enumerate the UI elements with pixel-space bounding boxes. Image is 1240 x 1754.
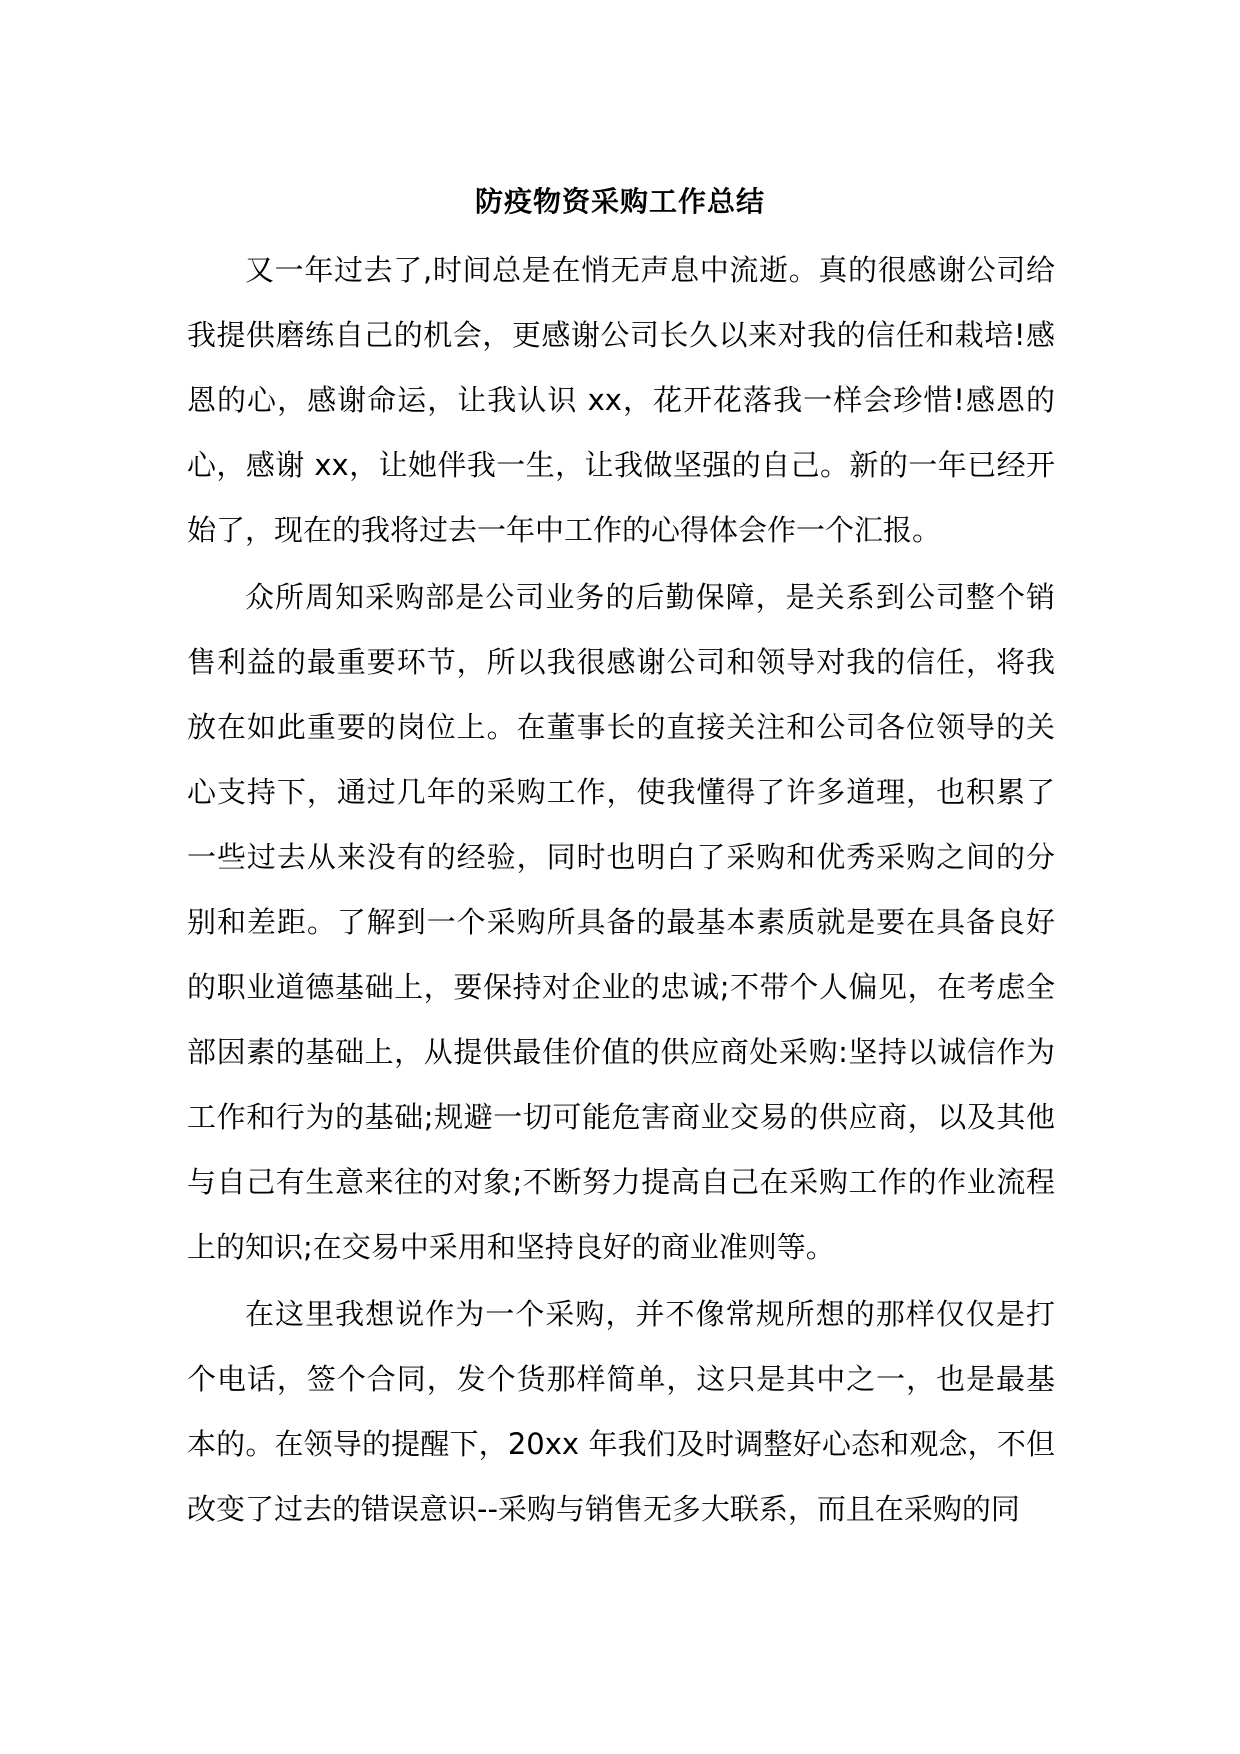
document-body	[187, 238, 1055, 1542]
paragraph-1: 又一年过去了,时间总是在悄无声息中流逝。真的很感谢公司给我提供磨练自己的机会，更感谢公司长久以来对我的信任和栽培!感恩的心，感谢命运，让我认识 xx，花开花落我一样会珍惜!感恩的心，感谢 xx，让她伴我一生，让我做坚强的自己。新的一年已经开始了，现在的我将过去一年中工作的心得体会作一个汇报。	[187, 253, 1055, 547]
paragraph-3: 在这里我想说作为一个采购，并不像常规所想的那样仅仅是打个电话，签个合同，发个货那样简单，这只是其中之一，也是最基本的。在领导的提醒下，20xx 年我们及时调整好心态和观念，不但改变了过去的错误意识--采购与销售无多大联系，而且在采购的同	[187, 1297, 1055, 1526]
document-title: 防疫物资采购工作总结	[474, 185, 765, 218]
paragraph-2: 众所周知采购部是公司业务的后勤保障，是关系到公司整个销售利益的最重要环节，所以我很感谢公司和领导对我的信任，将我放在如此重要的岗位上。在董事长的直接关注和公司各位领导的关心支持下，通过几年的采购工作，使我懂得了许多道理，也积累了一些过去从来没有的经验，同时也明白了采购和优秀采购之间的分别和差距。了解到一个采购所具备的最基本素质就是要在具备良好的职业道德基础上，要保持对企业的忠诚;不带个人偏见，在考虑全部因素的基础上，从提供最佳价值的供应商处采购:坚持以诚信作为工作和行为的基础;规避一切可能危害商业交易的供应商，以及其他与自己有生意来往的对象;不断努力提高自己在采购工作的作业流程上的知识;在交易中采用和坚持良好的商业准则等。	[187, 580, 1055, 1264]
